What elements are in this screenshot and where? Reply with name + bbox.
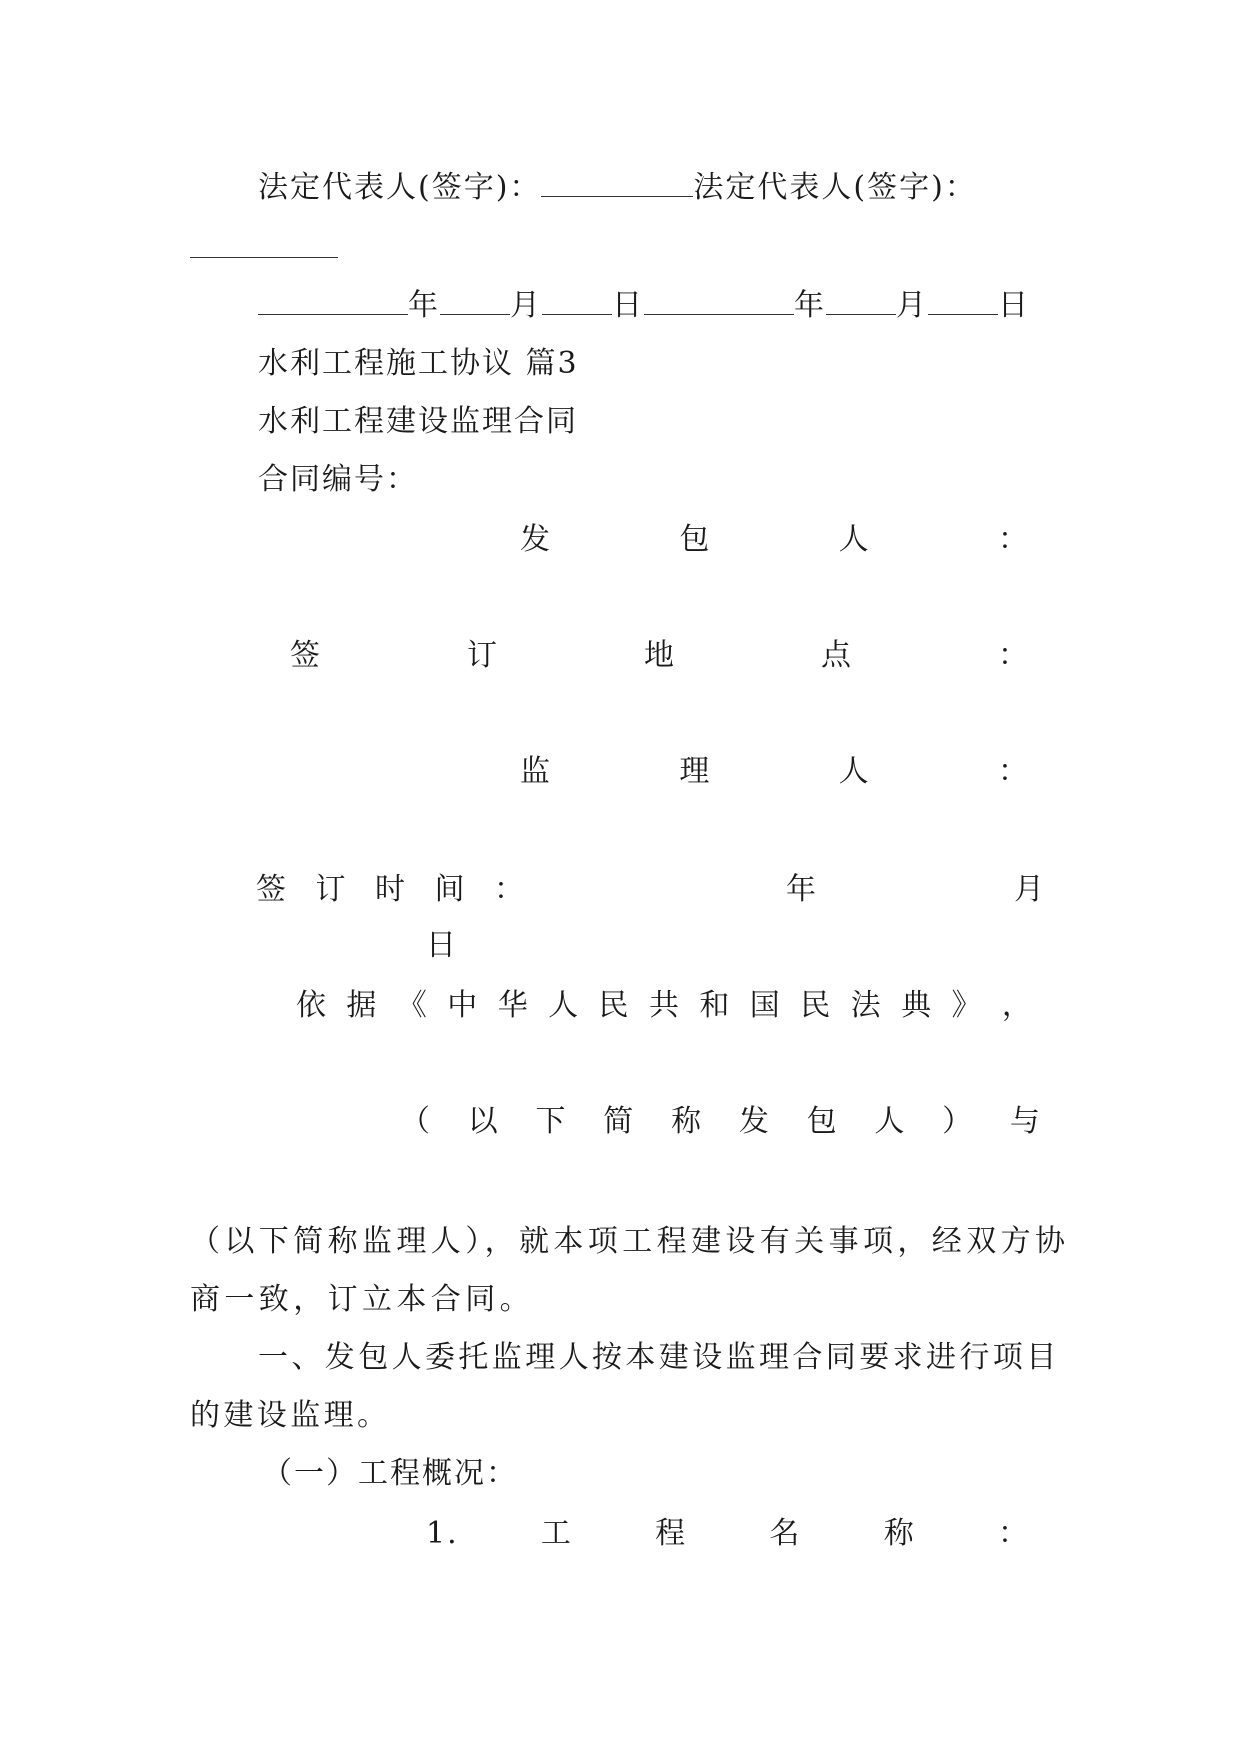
date-month-1: 月 (510, 288, 542, 323)
basis-char: 国 (749, 988, 782, 1023)
basis-char: 据 (346, 988, 379, 1023)
contract-number-label: 合同编号： (258, 462, 418, 497)
signature-line (258, 166, 977, 208)
signing-time-label (256, 870, 526, 910)
date-line (258, 284, 1030, 326)
item-char-4: 称 (883, 1516, 916, 1551)
supervisor-char-1: 监 (520, 754, 552, 789)
signature-blank-1 (541, 166, 693, 197)
basis-char: 《 (396, 988, 429, 1023)
basis-char: 共 (648, 988, 681, 1023)
abbrev-char: 称 (671, 1104, 704, 1139)
employer-abbrev-line (400, 1102, 1042, 1142)
item-char-2: 程 (655, 1516, 688, 1551)
project-overview-heading: （一）工程概况： (262, 1456, 518, 1491)
item-char-1: 工 (540, 1516, 573, 1551)
date-year-1: 年 (408, 288, 440, 323)
rep-label-1: 法定代表人(签字)： (258, 170, 542, 205)
employer-char-3: 人 (838, 522, 871, 557)
paragraph-2-line-1: 一、发包人委托监理人按本建设监理合同要求进行项目 (258, 1340, 1060, 1375)
paragraph-1-line-1: （以下简称监理人），就本项工程建设有关事项，经双方协 (190, 1224, 1070, 1259)
rep-label-2: 法定代表人(签字)： (693, 170, 977, 205)
abbrev-char: 人 (874, 1104, 907, 1139)
abbrev-char: 与 (1009, 1104, 1042, 1139)
signing-month: 月 (1014, 872, 1046, 907)
place-char-3: 地 (644, 638, 676, 673)
place-colon: ： (998, 638, 1030, 673)
basis-char: 华 (497, 988, 530, 1023)
date-day-2: 日 (998, 288, 1030, 323)
time-char-1: 签 (256, 872, 288, 907)
basis-char: 法 (850, 988, 883, 1023)
date-blank-5 (826, 284, 896, 315)
date-blank-2 (440, 284, 510, 315)
abbrev-char: 下 (535, 1104, 568, 1139)
basis-char: 》 (951, 988, 984, 1023)
date-blank-4 (644, 284, 794, 315)
date-blank-3 (542, 284, 612, 315)
date-blank-1 (258, 284, 408, 315)
section-heading: 水利工程施工协议 篇3 (258, 346, 579, 381)
item-colon: ： (997, 1516, 1030, 1551)
supervisor-field (520, 752, 1030, 792)
employer-char-1: 发 (520, 522, 552, 557)
contract-title: 水利工程建设监理合同 (258, 404, 578, 439)
employer-field (520, 520, 1030, 560)
place-char-4: 点 (821, 638, 853, 673)
abbrev-char: ） (942, 1104, 975, 1139)
basis-char: 和 (699, 988, 732, 1023)
place-char-1: 签 (290, 638, 322, 673)
employer-char-2: 包 (679, 522, 712, 557)
time-char-2: 订 (315, 872, 348, 907)
signing-time-field (256, 870, 1046, 910)
paragraph-1-line-2: 商一致，订立本合同。 (190, 1282, 534, 1317)
basis-line (296, 986, 1034, 1026)
abbrev-char: （ (400, 1104, 432, 1139)
basis-char: 典 (901, 988, 934, 1023)
time-colon: ： (494, 872, 526, 907)
date-month-2: 月 (896, 288, 928, 323)
employer-colon: ： (997, 522, 1030, 557)
supervisor-colon: ： (997, 754, 1030, 789)
abbrev-char: 发 (738, 1104, 771, 1139)
basis-char: 人 (548, 988, 581, 1023)
basis-char: 依 (296, 988, 328, 1023)
abbrev-char: 以 (467, 1104, 500, 1139)
basis-char: 民 (800, 988, 833, 1023)
project-name-field (426, 1514, 1030, 1554)
paragraph-2-line-2: 的建设监理。 (190, 1398, 391, 1433)
signature-blank-2 (190, 257, 338, 258)
abbrev-char: 包 (806, 1104, 839, 1139)
signing-day: 日 (426, 928, 458, 963)
item-number: 1. (426, 1516, 459, 1551)
item-char-3: 名 (769, 1516, 802, 1551)
supervisor-char-2: 理 (679, 754, 712, 789)
time-char-3: 时 (375, 872, 407, 907)
signing-place-field (290, 636, 1030, 676)
date-blank-6 (928, 284, 998, 315)
date-day-1: 日 (612, 288, 644, 323)
basis-char: 民 (598, 988, 631, 1023)
time-char-4: 间 (434, 872, 467, 907)
basis-char: 中 (447, 988, 480, 1023)
place-char-2: 订 (467, 638, 499, 673)
signing-year: 年 (786, 872, 818, 907)
supervisor-char-3: 人 (838, 754, 871, 789)
basis-char: ， (1001, 988, 1034, 1023)
abbrev-char: 简 (603, 1104, 636, 1139)
date-year-2: 年 (794, 288, 826, 323)
